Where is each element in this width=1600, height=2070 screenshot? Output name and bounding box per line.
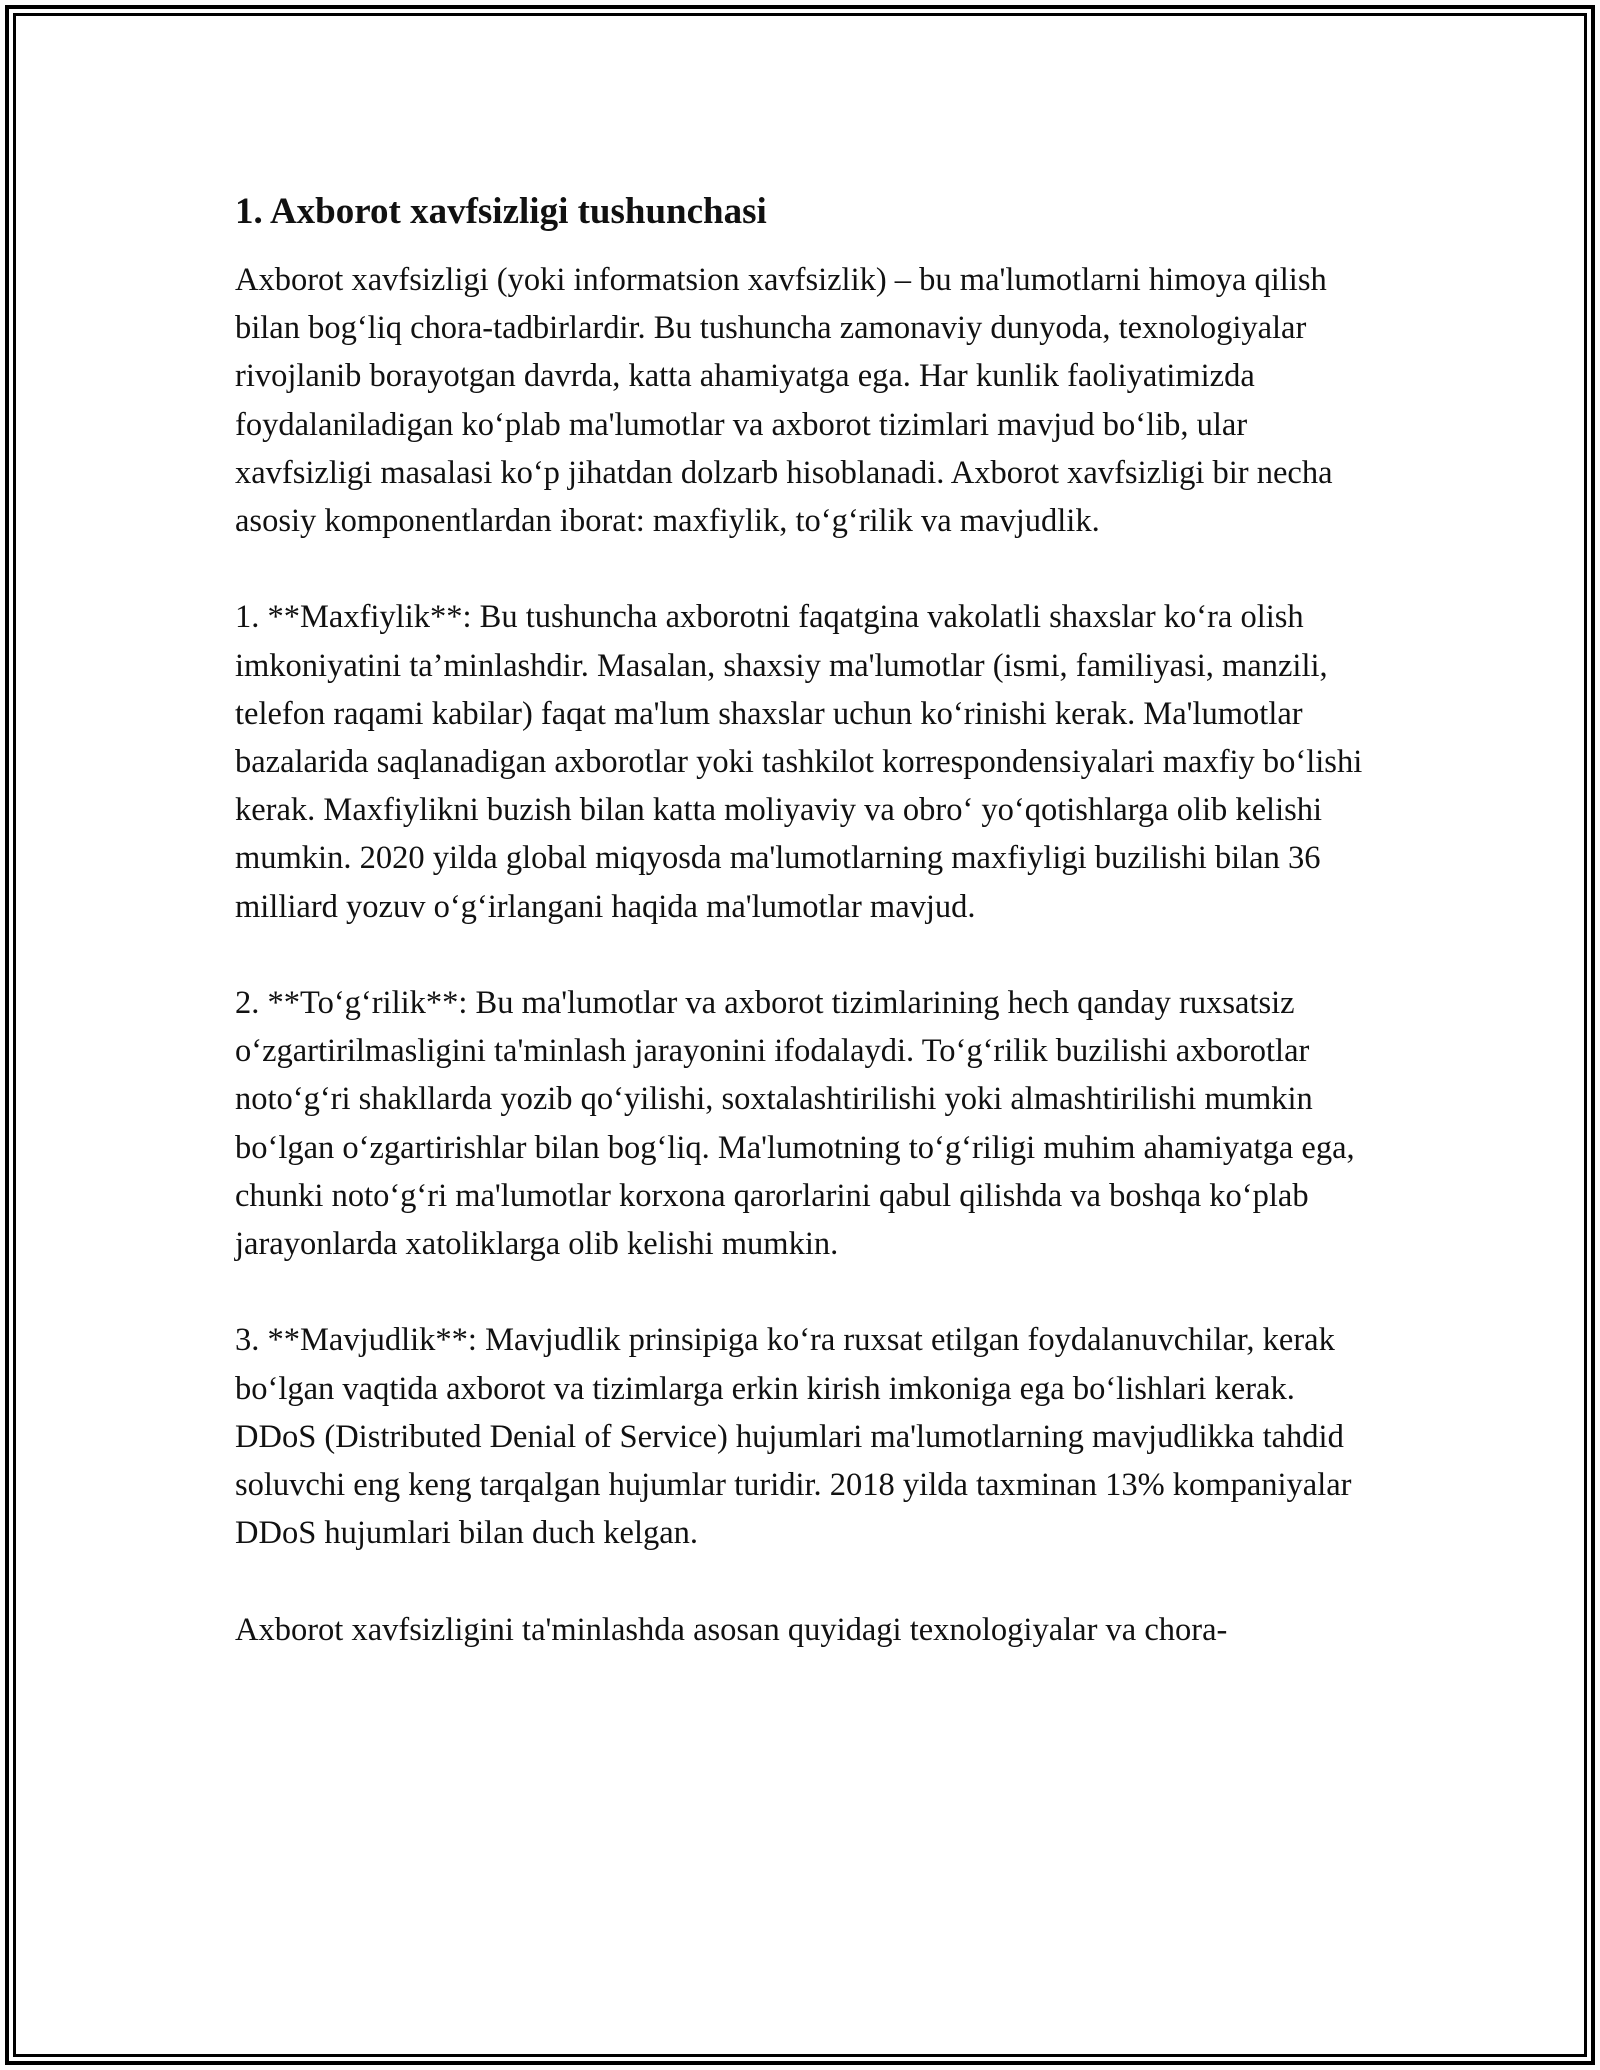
closing-paragraph: Axborot xavfsizligini ta'minlashda asosan quyidagi texnologiyalar va chora- — [235, 1611, 1228, 1648]
intro-paragraph: Axborot xavfsizligi (yoki informatsion xavfsizlik) – bu ma'lumotlarni himoya qilish bilan bog‘liq chora-tadbirlardir. Bu tushuncha zamonaviy dunyoda, texnologiyalar rivojlanib borayotgan davrda, katta ahamiyatga ega. Har kunlik faoliyatimizda foydalaniladigan ko‘plab ma'lumotlar va axborot tizimlari mavjud bo‘lib, ular xavfsizligi masalasi ko‘p jihatdan dolzarb hisoblanadi. Axborot xavfsizligi bir necha asosiy komponentlardan iborat: maxfiylik, to‘g‘rilik va mavjudlik. — [235, 262, 1333, 540]
confidentiality-paragraph: 1. **Maxfiylik**: Bu tushuncha axborotni faqatgina vakolatli shaxslar ko‘ra olish imkoniyatini ta’minlashdir. Masalan, shaxsiy ma'lumotlar (ismi, familiyasi, manzili, telefon raqami kabilar) faqat ma'lum shaxslar uchun ko‘rinishi kerak. Ma'lumotlar bazalarida saqlanadigan axborotlar yoki tashkilot korrespondensiyalari maxfiy bo‘lishi kerak. Maxfiylikni buzish bilan katta moliyaviy va obro‘ yo‘qotishlarga olib kelishi mumkin. 2020 yilda global miqyosda ma'lumotlarning maxfiyligi buzilishi bilan 36 milliard yozuv o‘g‘irlangani haqida ma'lumotlar mavjud. — [235, 599, 1363, 925]
section-heading: 1. Axborot xavfsizligi tushunchasi — [235, 191, 767, 232]
document-body — [235, 188, 1375, 1654]
availability-paragraph: 3. **Mavjudlik**: Mavjudlik prinsipiga ko‘ra ruxsat etilgan foydalanuvchilar, kerak bo‘lgan vaqtida axborot va tizimlarga erkin kirish imkoniga ega bo‘lishlari kerak. DDoS (Distributed Denial of Service) hujumlari ma'lumotlarning mavjudlikka tahdid soluvchi eng keng tarqalgan hujumlar turidir. 2018 yilda taxminan 13% kompaniyalar DDoS hujumlari bilan duch kelgan. — [235, 1322, 1352, 1552]
integrity-paragraph: 2. **To‘g‘rilik**: Bu ma'lumotlar va axborot tizimlarining hech qanday ruxsatsiz o‘zgartirilmasligini ta'minlash jarayonini ifodalaydi. To‘g‘rilik buzilishi axborotlar noto‘g‘ri shakllarda yozib qo‘yilishi, soxtalashtirilishi yoki almashtirilishi mumkin bo‘lgan o‘zgartirishlar bilan bog‘liq. Ma'lumotning to‘g‘riligi muhim ahamiyatga ega, chunki noto‘g‘ri ma'lumotlar korxona qarorlarini qabul qilishda va boshqa ko‘plab jarayonlarda xatoliklarga olib kelishi mumkin. — [235, 985, 1355, 1263]
